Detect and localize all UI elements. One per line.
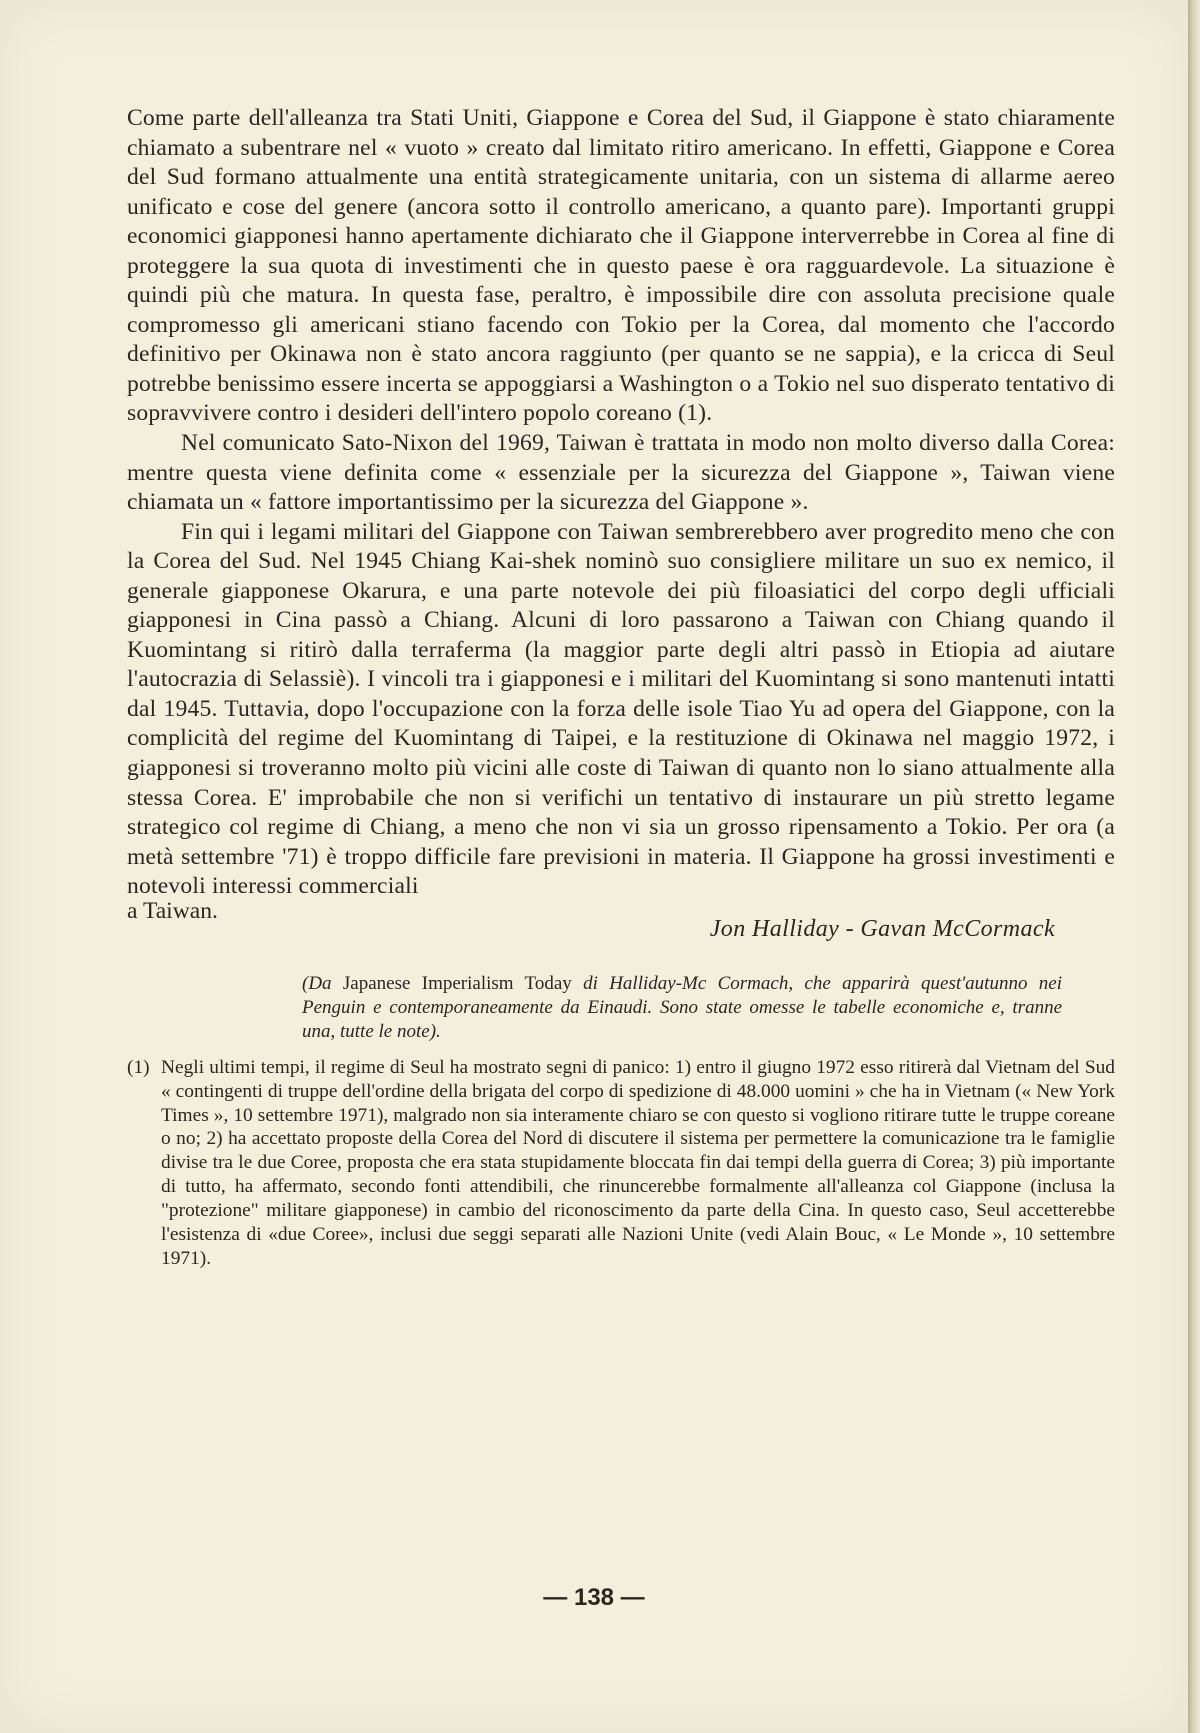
footnote-text: Negli ultimi tempi, il regime di Seul ha mostrato segni di panico: 1) entro il giugno 1972 esso ritirerà dal Vietnam del Sud « contingenti di truppe dell'ordine della brigata del corpo di spedizione di 48.000 uomini » che ha in Vietnam (« New York Times », 10 settembre 1971), malgrado non sia interamente chiaro se con questo si vogliono ritirare tutte le truppe coreane o no; 2) ha accettato proposte della Corea del Nord di discutere il sistema per permettere la comunicazione tra le famiglie divise tra le due Coree, proposta che era stata stupidamente bloccata fin dai tempi della guerra di Corea; 3) più importante di tutto, ha affermato, secondo fonti attendibili, che rinuncerebbe formalmente all'alleanza col Giappone (inclusa la "protezione" militare giapponese) in cambio del riconoscimento da parte della Cina. In questo caso, Seul accetterebbe l'esistenza di «due Coree», inclusi due seggi separati alle Nazioni Unite (vedi Alain Bouc, « Le Monde », 10 settembre 1971). (161, 1056, 1115, 1270)
footnote-number: (1) (127, 1056, 150, 1078)
closing-line (127, 897, 1115, 946)
paragraph-1: Come parte dell'alleanza tra Stati Uniti, Giappone e Corea del Sud, il Giappone è stato chiaramente chiamato a subentrare nel « vuoto » creato dal limitato ritiro americano. In effetti, Giappone e Corea del Sud formano attualmente una entità strategicamente unitaria, con un sistema di allarme aereo unificato e cose del genere (ancora sotto il controllo americano, a quanto pare). Importanti gruppi economici giapponesi hanno apertamente dichiarato che il Giappone interverrebbe in Corea al fine di proteggere la sua quota di investimenti che in questo paese è ora ragguardevole. La situazione è quindi più che matura. In questa fase, peraltro, è impossibile dire con assoluta precisione quale compromesso gli americani stiano facendo con Tokio per la Corea, dal momento che l'accordo definitivo per Okinawa non è stato ancora raggiunto (per quanto se ne sappia), e la cricca di Seul potrebbe benissimo essere incerta se appoggiarsi a Washington o a Tokio nel suo disperato tentativo di sopravvivere contro i desideri dell'intero popolo coreano (1). (127, 105, 1115, 427)
paragraph-2: Nel comunicato Sato-Nixon del 1969, Taiwan è trattata in modo non molto diverso dalla Corea: mentre questa viene definita come « essenziale per la sicurezza del Giappone », Taiwan viene chiamata un « fattore importantissimo per la sicurezza del Giappone ». (127, 430, 1115, 516)
author-signature: Jon Halliday - Gavan McCormack (709, 915, 1055, 942)
paragraph-3: Fin qui i legami militari del Giappone con Taiwan sembrerebbero aver progredito meno che con la Corea del Sud. Nel 1945 Chiang Kai-shek nominò suo consigliere militare un suo ex nemico, il generale giapponese Okarura, e una parte notevole dei più filoasiatici del corpo degli ufficiali giapponesi in Cina passò a Chiang. Alcuni di loro passarono a Taiwan con Chiang quando il Kuomintang si ritirò dalla terraferma (la maggior parte degli altri passò in Etiopia ad aiutare l'autocrazia di Selassiè). I vincoli tra i giapponesi e i militari del Kuomintang si sono mantenuti intatti dal 1945. Tuttavia, dopo l'occupazione con la forza delle isole Tiao Yu ad opera del Giappone, con la complicità del regime del Kuomintang di Taipei, e la restituzione di Okinawa nel maggio 1972, i giapponesi si troveranno molto più vicini alle coste di Taiwan di quanto non lo siano attualmente alla stessa Corea. E' improbabile che non si verifichi un tentativo di instaurare un più stretto legame strategico col regime di Chiang, a meno che non vi sia un grosso ripensamento a Tokio. Per ora (a metà settembre '71) è troppo difficile fare previsioni in materia. Il Giappone ha grossi investimenti e notevoli interessi commerciali (127, 518, 1115, 900)
source-note-open: (Da (302, 972, 343, 994)
source-book-title: Japanese Imperialism Today (342, 972, 572, 994)
source-note-rest: di Halliday-Mc Cormach, che apparirà quest'autunno nei Penguin e contemporaneamente da Einaudi. Sono state omesse le tabelle economiche e, tranne una, tutte le note). (302, 972, 1063, 1042)
paragraph-tail: a Taiwan. (127, 897, 218, 924)
footnote (127, 1056, 1115, 1271)
source-note (302, 972, 1062, 1044)
page-number: — 138 — (543, 1584, 645, 1611)
page-edge-shadow (1188, 0, 1200, 1733)
text-column (127, 104, 1115, 1271)
